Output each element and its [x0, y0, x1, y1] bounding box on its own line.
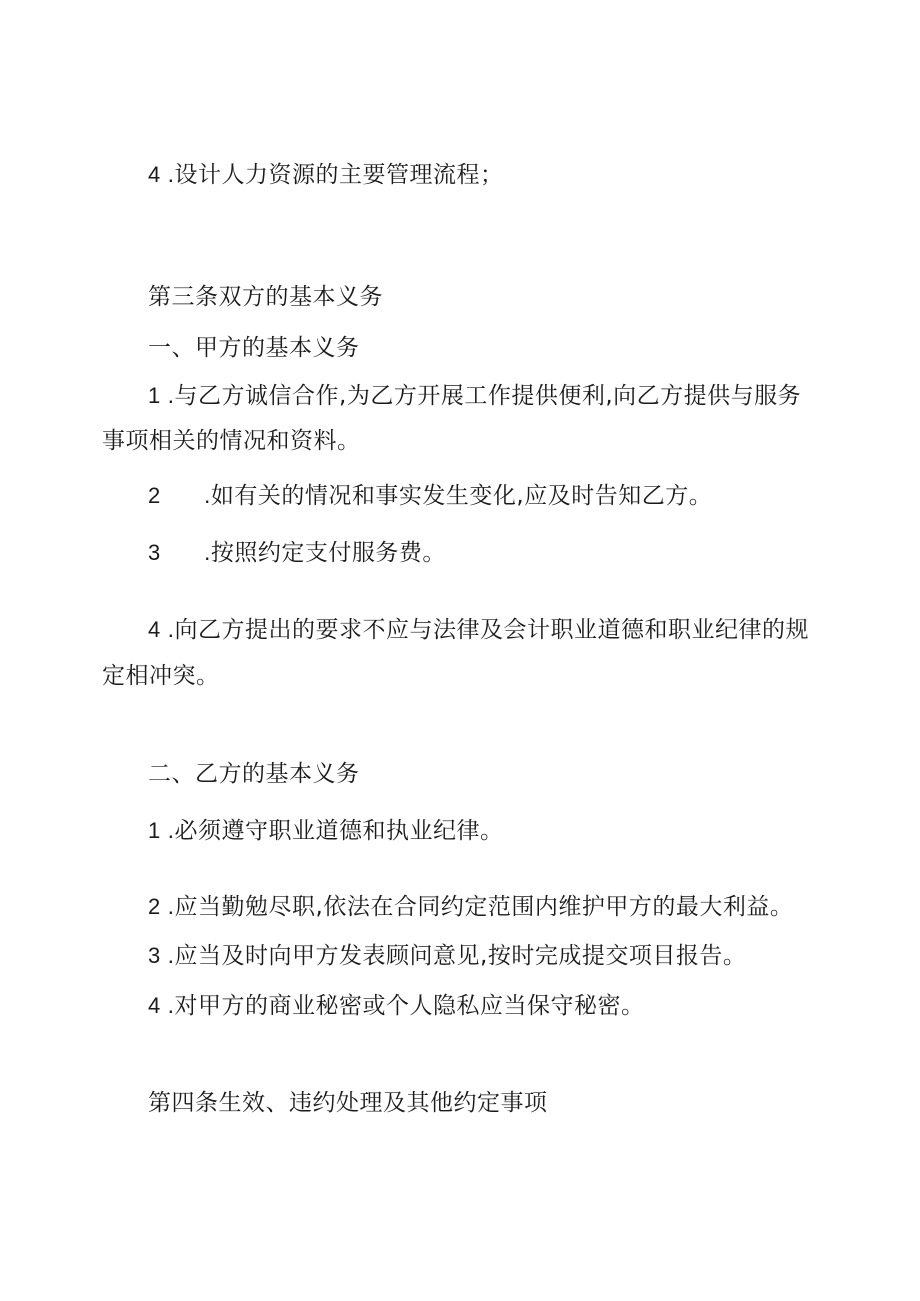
list-item: [148, 990, 645, 1021]
item-number: 1: [148, 818, 161, 843]
item-number: 3: [148, 943, 161, 968]
list-item: [148, 480, 712, 511]
item-text: 按照约定支付服务费。: [210, 540, 446, 566]
item-number: 4: [148, 993, 161, 1018]
section-title: 一、甲方的基本义务: [148, 335, 360, 361]
list-item: [148, 940, 746, 971]
list-item: [148, 614, 809, 645]
item-separator: .: [160, 382, 175, 408]
item-separator: .: [204, 482, 211, 508]
article-title: 第三条双方的基本义务: [148, 284, 383, 310]
item-continuation: 定相冲突。: [102, 663, 220, 689]
item-text: 向乙方提出的要求不应与法律及会计职业道德和职业纪律的规: [174, 617, 810, 643]
item-number: 4: [148, 617, 161, 642]
article-title: 第四条生效、违约处理及其他约定事项: [148, 1090, 548, 1116]
item-number: 2: [148, 483, 161, 508]
section-title: 二、乙方的基本义务: [148, 761, 360, 787]
item-separator: .: [160, 817, 175, 843]
item-text: 与乙方诚信合作,为乙方开展工作提供便利,向乙方提供与服务: [174, 383, 802, 409]
item-separator: .: [160, 992, 175, 1018]
item-separator: .: [160, 161, 175, 187]
item-separator: .: [160, 942, 175, 968]
item-text: 如有关的情况和事实发生变化,应及时告知乙方。: [210, 483, 713, 509]
item-number: 4: [148, 162, 161, 187]
list-item: [148, 815, 504, 846]
item-text: 对甲方的商业秘密或个人隐私应当保守秘密。: [174, 993, 645, 1019]
item-separator: .: [160, 616, 175, 642]
list-item: [148, 159, 504, 190]
item-number: 3: [148, 540, 161, 565]
item-text: 应当及时向甲方发表顾问意见,按时完成提交项目报告。: [174, 943, 747, 969]
item-text: 设计人力资源的主要管理流程；: [174, 162, 504, 188]
list-item: [148, 537, 446, 568]
item-number: 2: [148, 894, 161, 919]
list-item: [148, 380, 801, 411]
item-continuation: 事项相关的情况和资料。: [102, 428, 361, 454]
item-number: 1: [148, 383, 161, 408]
item-text: 必须遵守职业道德和执业纪律。: [174, 818, 504, 844]
list-item: [148, 891, 793, 922]
item-text: 应当勤勉尽职,依法在合同约定范围内维护甲方的最大利益。: [174, 894, 794, 920]
item-separator: .: [204, 539, 211, 565]
item-separator: .: [160, 893, 175, 919]
